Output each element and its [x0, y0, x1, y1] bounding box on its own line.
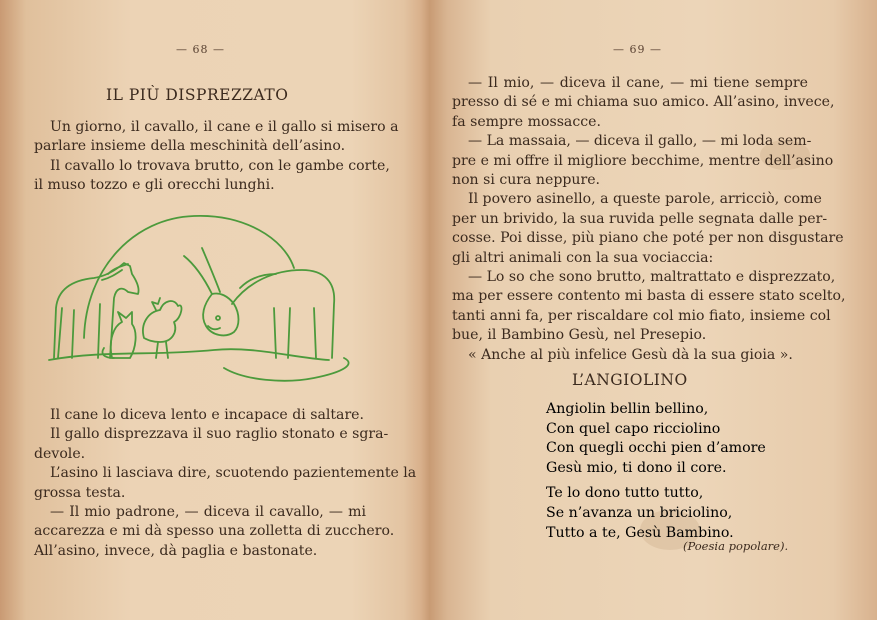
story-body	[34, 406, 417, 561]
poem-line: Con quegli occhi pien d’amore	[546, 440, 766, 457]
text-line: parlare insieme della meschinità dell’asino.	[34, 138, 346, 155]
story-continuation	[452, 74, 846, 365]
text-line: — Il mio, — diceva il cane, — mi tiene sempre	[468, 75, 808, 91]
left-page	[0, 0, 417, 620]
text-line: — Lo so che sono brutto, maltrattato e disprezzato,	[468, 269, 836, 286]
text-line: gli altri animali con la sua vociaccia:	[452, 249, 714, 266]
text-line: Il povero asinello, a queste parole, arricciò, come	[468, 191, 822, 208]
text-line: presso di sé e mi chiama suo amico. All’asino, invece,	[452, 94, 835, 111]
text-line: cosse. Poi disse, più piano che poté per non disgustare	[452, 230, 844, 247]
text-line: fa sempre mossacce.	[452, 113, 601, 130]
donkey-horse-cat-rooster-illustration	[44, 208, 362, 390]
poem	[546, 400, 766, 543]
text-line: Il cane lo diceva lento e incapace di saltare.	[50, 407, 364, 423]
poem-attribution: (Poesia popolare).	[683, 539, 789, 553]
poem-line: Se n’avanza un briciolino,	[546, 504, 733, 521]
text-line: grossa testa.	[34, 484, 126, 501]
page-number: — 69 —	[613, 43, 662, 56]
text-line: Il cavallo lo trovava brutto, con le gambe corte,	[50, 157, 390, 174]
page-number: — 68 —	[176, 43, 225, 56]
poem-line: Gesù mio, ti dono il core.	[546, 459, 727, 476]
text-line: Un giorno, il cavallo, il cane e il gallo si misero a	[50, 119, 399, 135]
poem-line: Te lo dono tutto tutto,	[546, 485, 704, 502]
poem-line: Angiolin bellin bellino,	[546, 401, 709, 417]
text-line: tanti anni fa, per riscaldare col mio fiato, insieme col	[452, 307, 831, 324]
poem-title: L’ANGIOLINO	[572, 371, 688, 389]
text-line: bue, il Bambino Gesù, nel Presepio.	[452, 327, 707, 344]
story-title: IL PIÙ DISPREZZATO	[106, 86, 289, 104]
text-line: « Anche al più infelice Gesù dà la sua gioia ».	[468, 346, 793, 363]
text-line: Il gallo disprezzava il suo raglio stonato e sgra-	[50, 426, 389, 443]
text-line: devole.	[34, 445, 86, 462]
text-line: accarezza e mi dà spesso una zolletta di zucchero.	[34, 523, 395, 540]
poem-stanza-2	[546, 484, 766, 543]
story-intro	[34, 118, 399, 196]
poem-line: Con quel capo ricciolino	[546, 420, 721, 437]
text-line: ma per essere contento mi basta di essere stato scelto,	[452, 288, 846, 305]
poem-stanza-1	[546, 400, 766, 478]
text-line: per un brivido, la sua ruvida pelle segnata dalle per-	[452, 210, 828, 227]
text-line: il muso tozzo e gli orecchi lunghi.	[34, 177, 275, 194]
text-line: — Il mio padrone, — diceva il cavallo, — mi	[50, 504, 366, 521]
text-line: — La massaia, — diceva il gallo, — mi loda sem-	[468, 133, 812, 150]
text-line: All’asino, invece, dà paglia e bastonate.	[34, 542, 318, 559]
text-line: pre e mi offre il migliore becchime, mentre dell’asino	[452, 152, 834, 169]
text-line: non si cura neppure.	[452, 172, 601, 189]
poem-line: Tutto a te, Gesù Bambino.	[546, 524, 734, 541]
text-line: L’asino li lasciava dire, scuotendo pazientemente la	[50, 465, 417, 482]
